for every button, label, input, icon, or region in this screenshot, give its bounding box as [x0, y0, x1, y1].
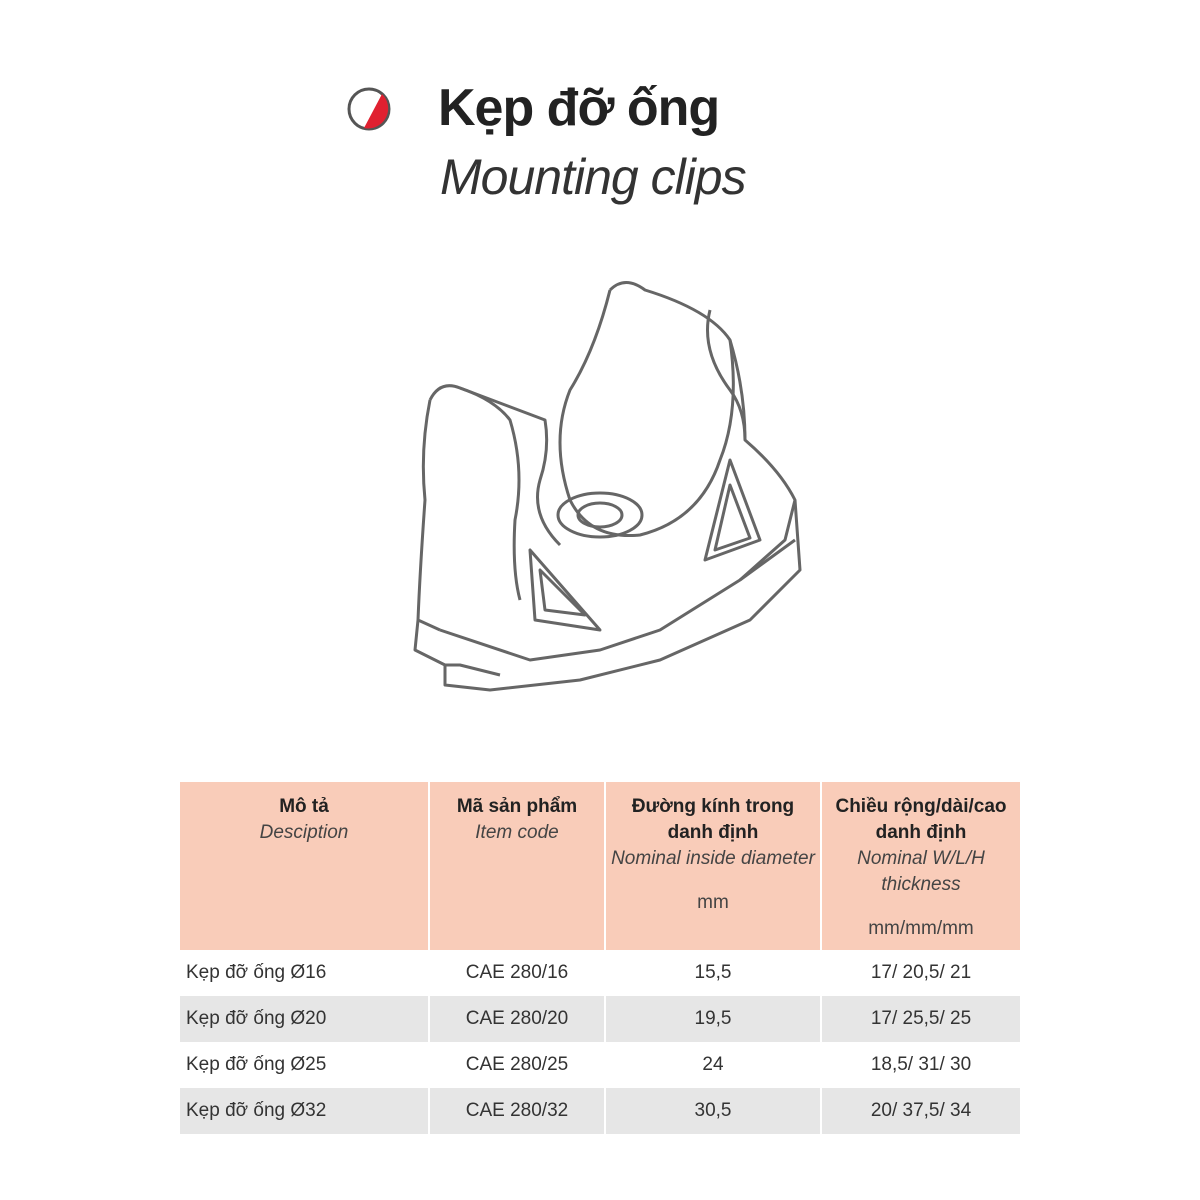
mounting-clip-drawing: [400, 270, 820, 710]
column-header-diameter: Đường kính trong danh định Nominal inside diameter mm: [605, 782, 821, 950]
cell-item-code: CAE 280/32: [429, 1088, 605, 1134]
cell-description: Kẹp đỡ ống Ø25: [180, 1042, 429, 1088]
specifications-table: [180, 782, 1020, 1134]
table-header-row: [180, 782, 1020, 950]
table-row: [180, 950, 1020, 996]
cell-diameter: 15,5: [605, 950, 821, 996]
column-header-item-code: Mã sản phẩm Item code: [429, 782, 605, 950]
cell-dimensions: 18,5/ 31/ 30: [870, 1054, 972, 1075]
cell-diameter: 19,5: [605, 996, 821, 1042]
cell-dimensions: 17/ 20,5/ 21: [870, 962, 972, 983]
cell-item-code: CAE 280/20: [429, 996, 605, 1042]
cell-description: Kẹp đỡ ống Ø16: [180, 950, 429, 996]
cell-item-code: CAE 280/25: [429, 1042, 605, 1088]
table-row: [180, 1042, 1020, 1088]
cell-item-code: CAE 280/16: [429, 950, 605, 996]
cell-dimensions: 17/ 25,5/ 25: [821, 996, 1020, 1042]
half-red-circle-icon: [346, 86, 392, 132]
cell-diameter: 24: [605, 1042, 821, 1088]
page-subtitle: Mounting clips: [440, 149, 746, 205]
table-row: [180, 1088, 1020, 1134]
cell-description: Kẹp đỡ ống Ø20: [180, 996, 429, 1042]
column-header-description: Mô tả Desciption: [180, 782, 429, 950]
cell-diameter: 30,5: [605, 1088, 821, 1134]
column-header-dimensions: Chiều rộng/dài/cao danh định Nominal W/L/H thickness mm/mm/mm: [821, 782, 1020, 950]
cell-dimensions: 20/ 37,5/ 34: [821, 1088, 1020, 1134]
page-title: Kẹp đỡ ống: [438, 79, 720, 137]
cell-description: Kẹp đỡ ống Ø32: [180, 1088, 429, 1134]
table-row: [180, 996, 1020, 1042]
